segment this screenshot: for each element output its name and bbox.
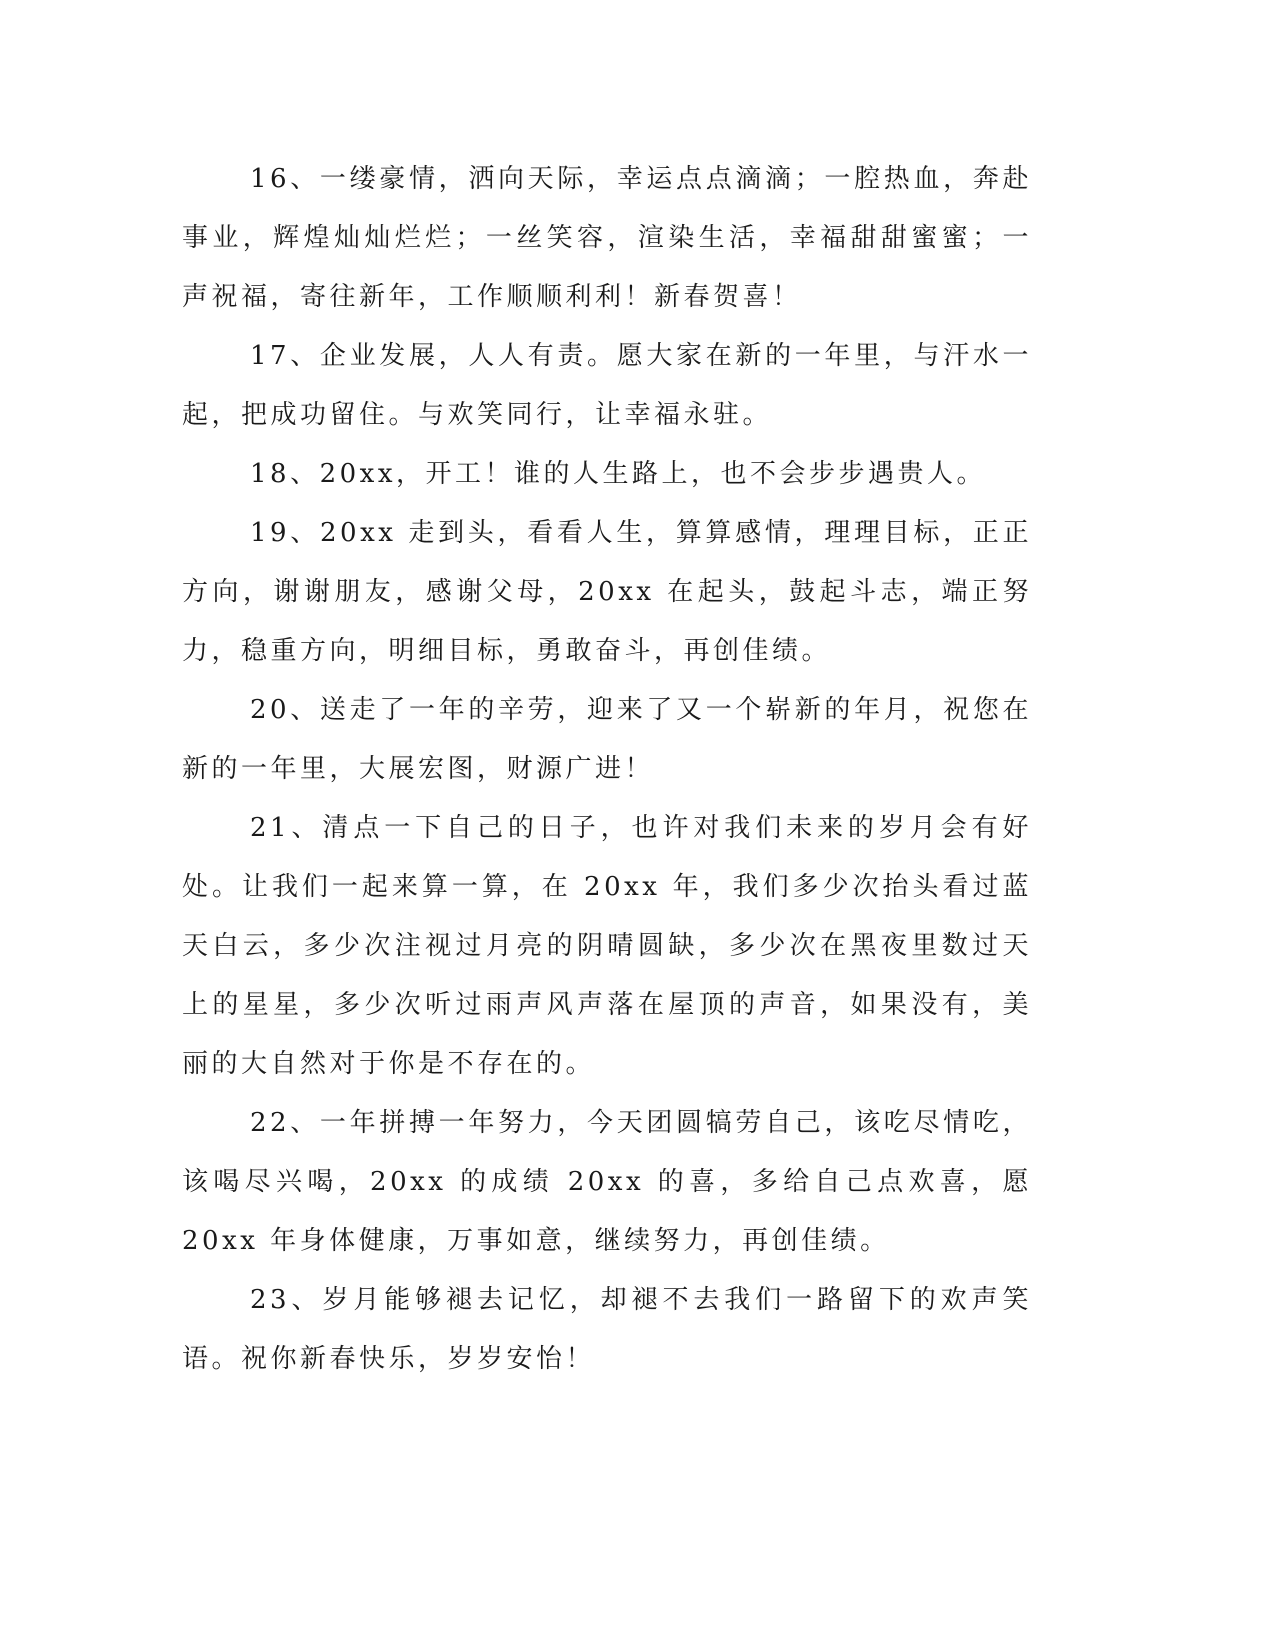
paragraph-21: 21、清点一下自己的日子，也许对我们未来的岁月会有好处。让我们一起来算一算，在 20xx 年，我们多少次抬头看过蓝天白云，多少次注视过月亮的阴晴圆缺，多少次在黑夜里数过天上的星星，多少次听过雨声风声落在屋顶的声音，如果没有，美丽的大自然对于你是不存在的。 — [182, 813, 1032, 1079]
paragraph-16: 16、一缕豪情，洒向天际，幸运点点滴滴；一腔热血，奔赴事业，辉煌灿灿烂烂；一丝笑容，渲染生活，幸福甜甜蜜蜜；一声祝福，寄往新年，工作顺顺利利！新春贺喜！ — [182, 164, 1032, 312]
document-body — [182, 150, 1032, 1389]
paragraph-17: 17、企业发展，人人有责。愿大家在新的一年里，与汗水一起，把成功留住。与欢笑同行，让幸福永驻。 — [182, 341, 1032, 430]
paragraph-20: 20、送走了一年的辛劳，迎来了又一个崭新的年月，祝您在新的一年里，大展宏图，财源广进！ — [182, 695, 1032, 784]
paragraph-19: 19、20xx 走到头，看看人生，算算感情，理理目标，正正方向，谢谢朋友，感谢父母，20xx 在起头，鼓起斗志，端正努力，稳重方向，明细目标，勇敢奋斗，再创佳绩。 — [182, 518, 1032, 666]
paragraph-22: 22、一年拼搏一年努力，今天团圆犒劳自己，该吃尽情吃，该喝尽兴喝，20xx 的成绩 20xx 的喜，多给自己点欢喜，愿 20xx 年身体健康，万事如意，继续努力，再创佳绩。 — [182, 1108, 1032, 1256]
paragraph-18: 18、20xx，开工！谁的人生路上，也不会步步遇贵人。 — [250, 459, 986, 489]
paragraph-23: 23、岁月能够褪去记忆，却褪不去我们一路留下的欢声笑语。祝你新春快乐，岁岁安怡！ — [182, 1285, 1032, 1374]
